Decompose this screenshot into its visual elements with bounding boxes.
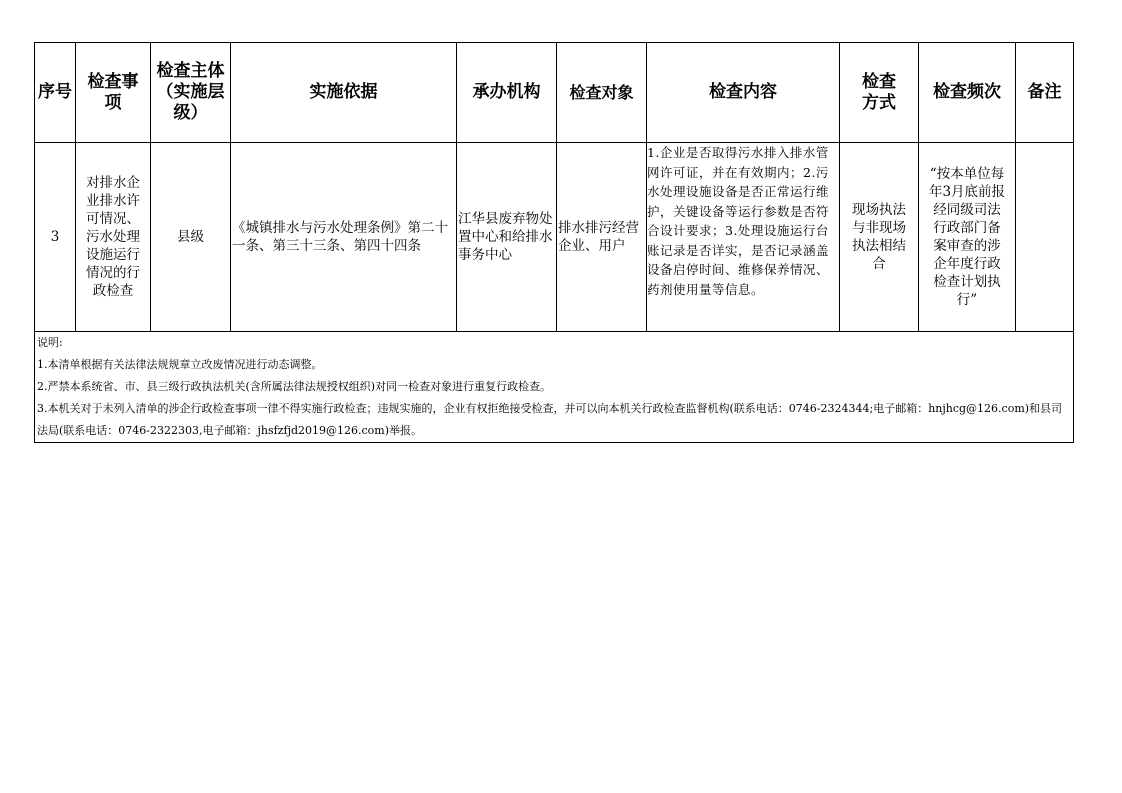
header-basis: 实施依据	[231, 43, 457, 143]
cell-org: 江华县废弃物处置中心和给排水事务中心	[457, 143, 557, 332]
header-content: 检查内容	[647, 43, 840, 143]
table-row	[35, 143, 1074, 332]
header-freq: 检查频次	[919, 43, 1016, 143]
notes-row	[35, 332, 1074, 443]
header-target: 检查对象	[557, 43, 647, 143]
table-header-row	[35, 43, 1074, 143]
cell-seq: 3	[35, 143, 76, 332]
header-remark: 备注	[1016, 43, 1074, 143]
cell-remark	[1016, 143, 1074, 332]
note-3: 3.本机关对于未列入清单的涉企行政检查事项一律不得实施行政检查；违规实施的，企业有权拒绝接受检查，并可以向本机关行政检查监督机构(联系电话：0746-2324344;电子邮箱：hnjhcg@126.com)和县司法局(联系电话：0746-2322303,电子邮箱：jhsfzfjd2019@126.com)举报。	[37, 402, 1063, 437]
inspection-table	[34, 42, 1074, 443]
cell-target: 排水排污经营企业、用户	[557, 143, 647, 332]
cell-freq: “按本单位每年3月底前报经同级司法行政部门备案审查的涉企年度行政检查计划执行”	[919, 143, 1016, 332]
note-2: 2.严禁本系统省、市、县三级行政执法机关(含所属法律法规授权组织)对同一检查对象进行重复行政检查。	[37, 380, 552, 393]
notes-cell	[35, 332, 1074, 443]
notes-title: 说明:	[37, 336, 63, 349]
header-method: 检查方式	[840, 43, 919, 143]
header-subject: 检查主体（实施层级）	[151, 43, 231, 143]
cell-content: 1.企业是否取得污水排入排水管网许可证，并在有效期内；2.污水处理设施设备是否正常运行维护，关键设备等运行参数是否符合设计要求；3.处理设施运行台账记录是否详实，是否记录涵盖设备启停时间、维修保养情况、药剂使用量等信息。	[647, 143, 840, 332]
header-item: 检查事项	[76, 43, 151, 143]
note-1: 1.本清单根据有关法律法规规章立改废情况进行动态调整。	[37, 358, 323, 371]
cell-method: 现场执法与非现场执法相结合	[840, 143, 919, 332]
header-org: 承办机构	[457, 43, 557, 143]
cell-basis: 《城镇排水与污水处理条例》第二十一条、第三十三条、第四十四条	[231, 143, 457, 332]
cell-subject: 县级	[151, 143, 231, 332]
cell-item: 对排水企业排水许可情况、污水处理设施运行情况的行政检查	[76, 143, 151, 332]
header-seq: 序号	[35, 43, 76, 143]
